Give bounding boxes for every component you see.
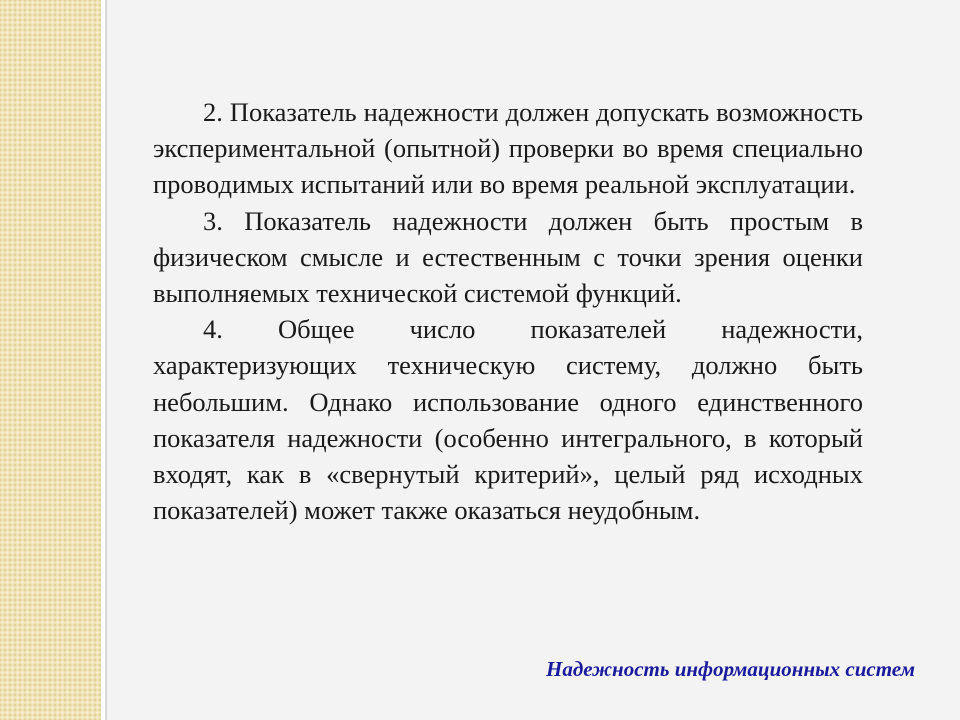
paragraph-2: 2. Показатель надежности должен допускать возможность экспериментальной (опытной) проверки во время специально проводимых испытаний или во время реальной эксплуатации. [153,97,863,200]
paragraph-3: 3. Показатель надежности должен быть простым в физическом смысле и естественным с точки зрения оценки выполняемых технической системой функций. [153,205,863,309]
side-divider-shadow [105,0,107,720]
slide-footer-title: Надежность информационных систем [546,657,915,681]
paragraph-4: 4. Общее число показателей надежности, характеризующих техническую систему, должно быть небольшим. Однако использование одного единственного показателя надежности (особенно интегрального, в который входят, как в «свернутый критерий», целый ряд исходных показателей) может также оказаться неудобным. [153,314,863,526]
decorative-side-strip [0,0,101,720]
slide-body [153,94,863,528]
